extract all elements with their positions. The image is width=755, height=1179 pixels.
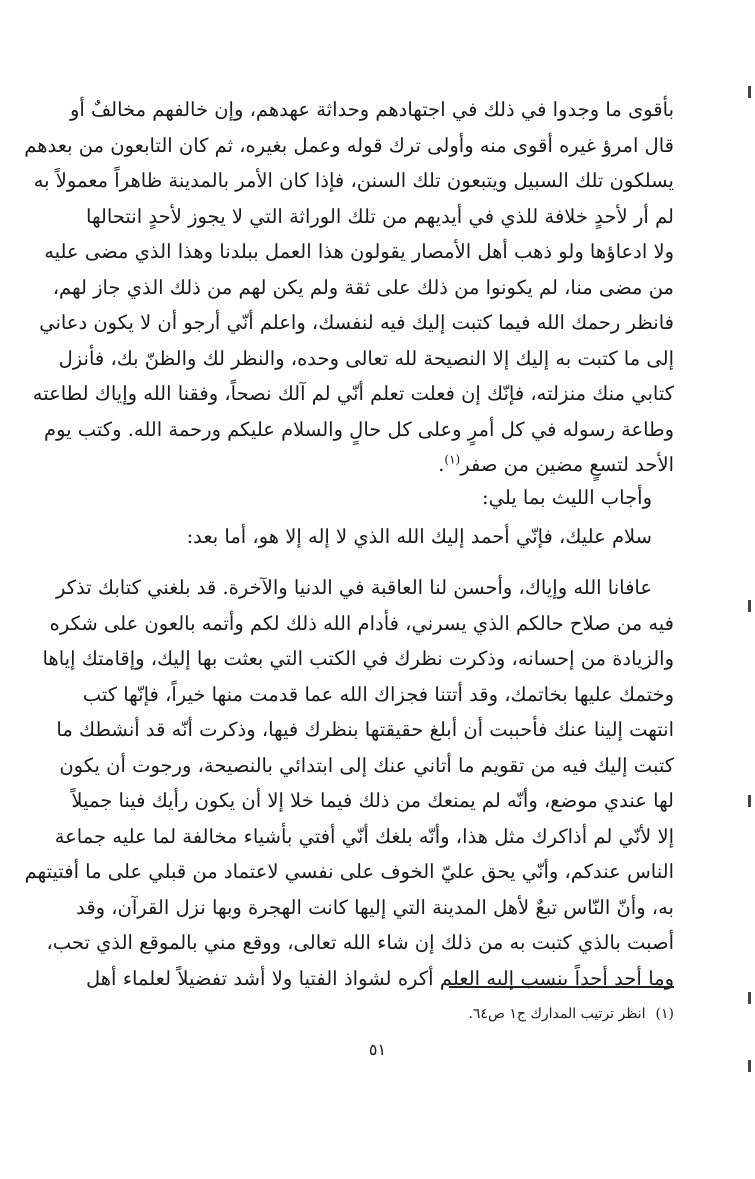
- text-line: فيه من صلاح حالكم الذي يسرني، فأدام الله ذلك لكم وأتمه بالعون على شكره: [49, 611, 674, 635]
- footnote-reference[interactable]: (١): [444, 452, 461, 467]
- text-line: من مضى منا، لم يكونوا من ذلك على ثقة ولم يكن لهم من ذلك الذي جاز لهم،: [52, 275, 674, 299]
- scan-edge-mark: [748, 992, 751, 1004]
- paragraph-malik-letter-end: [24, 92, 674, 483]
- text-line: أصبت بالذي كتبت به من ذلك إن شاء الله تعالى، ووقع مني بالموقع الذي تحب،: [46, 931, 674, 954]
- footnote-separator: [449, 986, 674, 988]
- page-number: ٥١: [368, 1040, 387, 1059]
- text-line-content: الأحد لتسعٍ مضين من صفر: [460, 453, 674, 476]
- footnote-text: انظر ترتيب المدارك ج١ ص٦٤.: [468, 1006, 646, 1022]
- text-line: قال امرؤ غيره أقوى منه وأولى ترك قوله وعمل بغيره، ثم كان التابعون من بعدهم: [24, 133, 674, 157]
- text-line: كتبت إليك فيه من تقويم ما أتاني عنك إلى ابتدائي بالنصيحة، ورجوت أن يكون: [59, 753, 674, 777]
- text-line: انتهت إلينا عنك فأحببت أن أبلغ حقيقتها بنظرك فيها، وذكرت أنّه قد أنشطك ما: [56, 718, 674, 741]
- text-line-last: [86, 447, 674, 483]
- scan-edge-mark: [748, 795, 751, 807]
- text-line: وأجاب الليث بما يلي:: [482, 486, 652, 509]
- text-line: الناس عندكم، وأنّي يحق عليّ الخوف على نفسي لاعتماد من قبلي على ما أفتيتهم: [24, 860, 674, 883]
- text-line: لم أر لأحدٍ خلافة للذي في أيديهم من تلك الوراثة التي لا يجوز لأحدٍ انتحالها: [86, 204, 674, 228]
- text-line: بأقوى ما وجدوا في ذلك في اجتهادهم وحداثة عهدهم، وإن خالفهم مخالفٌ أو: [69, 98, 674, 121]
- text-line: لها عندي موضع، وأنّه لم يمنعك من ذلك فيما خلا إلا أن يكون رأيك فينا جميلاً: [71, 789, 674, 812]
- footnote-number: (١): [655, 1006, 674, 1022]
- text-line: وطاعة رسوله في كل أمرٍ وعلى كل حالٍ والسلام عليكم ورحمة الله. وكتب يوم: [44, 417, 674, 441]
- text-line: إلى ما كتبت به إليك إلا النصيحة لله تعالى وحده، والنظر لك والظنّ بك، فأنزل: [58, 346, 674, 370]
- text-line: به، وأنّ النّاس تبعٌ لأهل المدينة التي إليها كانت الهجرة وبها نزل القرآن، وقد: [76, 895, 674, 919]
- scan-edge-mark: [748, 600, 751, 612]
- text-line: عافانا الله وإياك، وأحسن لنا العاقبة في الدنيا والآخرة. قد بلغني كتابك تذكر: [56, 576, 652, 599]
- text-line: كتابي منك منزلته، فإنّك إن فعلت تعلم أنّي لم آلك نصحاً، وفقنا الله وإياك لطاعته: [32, 382, 674, 405]
- sentence-end: .: [438, 453, 445, 476]
- text-line: ولا ادعاؤها ولو ذهب أهل الأمصار يقولون هذا العمل ببلدنا وهذا الذي مضى عليه: [44, 240, 674, 263]
- paragraph-layth-letter: [24, 570, 674, 996]
- paragraph-greeting: [86, 519, 674, 555]
- text-line: فانظر رحمك الله فيما كتبت إليك فيه لنفسك، واعلم أنّي أرجو أن لا يكون دعاني: [39, 311, 674, 334]
- footnote: [468, 1003, 674, 1025]
- text-line: سلام عليك، فإنّي أحمد إليك الله الذي لا إله إلا هو، أما بعد:: [186, 525, 652, 548]
- scan-edge-mark: [748, 1060, 751, 1072]
- text-line: والزيادة من إحسانه، وذكرت نظرك في الكتب التي بعثت بها إليك، وإقامتك إياها: [42, 647, 674, 670]
- text-line: إلا لأنّي لم أذاكرك مثل هذا، وأنّه بلغك أنّي أفتي بأشياء مخالفة لما عليه جماعة: [54, 824, 674, 848]
- text-line: يسلكون تلك السبيل ويتبعون تلك السنن، فإذا كان الأمر بالمدينة ظاهراً معمولاً به: [33, 169, 674, 192]
- text-line: وما أجد أحداً ينسب إليه العلم أكره لشواذ الفتيا ولا أشد تفضيلاً لعلماء أهل: [86, 966, 674, 990]
- paragraph-layth-reply-intro: [86, 480, 674, 516]
- text-line: وختمك عليها بخاتمك، وقد أتتنا فجزاك الله عما قدمت منها خيراً، فإنّها كتب: [82, 682, 674, 706]
- scan-edge-mark: [748, 86, 751, 98]
